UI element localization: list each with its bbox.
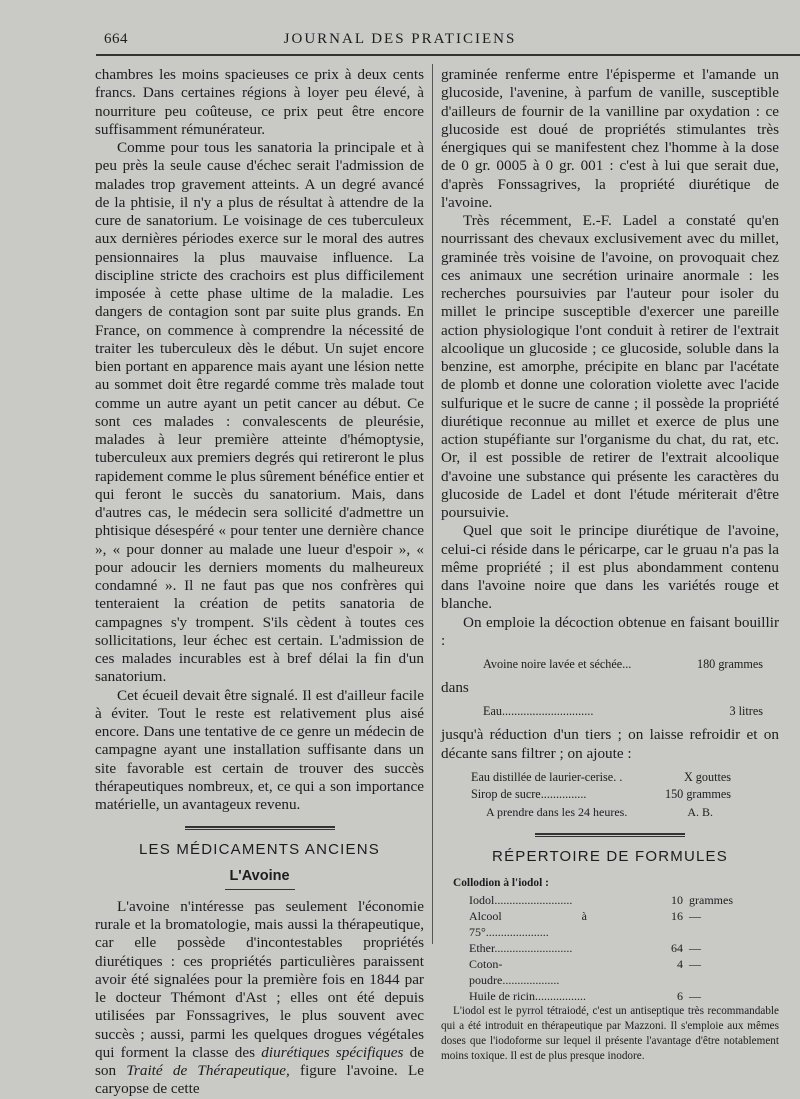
column-divider	[432, 64, 433, 944]
formula-note-text: L'iodol est le pyrrol tétraiodé, c'est un antiseptique très recommandable qui a été introduit en thérapeutique par Mazzoni. Il s'emploie aux mêmes doses que l'iodoforme sur lequel il présente l'avantage d'être notablement moins toxique. Il est de plus presque inodore.	[441, 1005, 779, 1063]
formula-ingredient: Huile de ricin.................	[469, 989, 586, 1004]
ingredient-name: Eau	[483, 704, 502, 719]
journal-title: JOURNAL DES PRATICIENS	[283, 31, 517, 47]
leader-dots: ..............................	[501, 704, 594, 719]
italic-title: Traité de Thérapeutique,	[126, 1062, 290, 1079]
formula-unit: —	[689, 941, 701, 956]
recipe-row	[483, 703, 763, 720]
formula-unit: —	[689, 989, 701, 1004]
formula-ingredient: Ether..........................	[469, 941, 573, 956]
paragraph: Comme pour tous les sanatoria la principale et à peu près la seule cause d'échec serait l'admission de malades trop gravement atteints. A un degré avancé de la phtisie, il n'y a plus de résultat à attendre de la cure de sanatorium. Le voisinage de ces tuberculeux aux dernières périodes exerce sur le moral des autres pensionnaires la plus mauvaise influence. La discipline stricte des crachoirs est plus difficilement imposée à cette phase ultime de la maladie. Les dangers de contagion sont par suite plus grands. En France, on commence à comprendre la nécessité de traiter les tuberculeux dès le début. Un sujet encore bien portant en apparence mais ayant une lésion nette au sommet doit être regardé comme très malade tout comme un autre ayant un petit cancer au début. Ce sont ces malades : convalescents de pleurésie, malades à leur première atteinte d'hémoptysie, tuberculeux aux premiers degrés qui retireront le plus rapidement comme le plus sûrement bénéfice entier et qui feront le succès du sanatorium. Mais, dans d'autres cas, le médecin sera sollicité d'admettre un phtisique désespéré « pour tenter une dernière chance », « pour donner au malade une lueur d'espoir », « pour adoucir les derniers moments du malheureux condamné ». Il ne faut pas que nos confrères qui tenteraient la création de petits sanatoria de campagnes s'y trompent. S'ils cèdent à toutes ces sollicitations, leur échec est certain. L'admission de ces malades incurables est à bref délai la fin d'un sanatorium.	[95, 139, 424, 686]
formula-unit: grammes	[689, 893, 733, 908]
formula-unit: —	[689, 957, 701, 972]
formula-ingredient: Coton-poudre...................	[469, 957, 560, 988]
formula-qty: 10	[671, 893, 683, 908]
formula-note	[441, 1004, 779, 1064]
formula-qty: 16	[671, 909, 683, 924]
section-divider	[185, 826, 335, 830]
leader-dots: ...............	[540, 786, 587, 801]
author-signature: A. B.	[687, 804, 713, 819]
leader-dots: ...	[622, 657, 632, 671]
ingredient-name: Avoine noire lavée et séchée	[483, 657, 623, 671]
ingredient-name: Sirop de sucre	[471, 786, 541, 801]
formula-row	[441, 956, 779, 988]
subsection-title: L'Avoine	[229, 867, 290, 884]
formula-qty: 4	[677, 957, 683, 972]
paragraph-text: L'avoine n'intéresse pas seulement l'économie rurale et la bromatologie, mais aussi la thérapeutique, car elle possède d'incontestables propriétés diurétiques : ces propriétés particulières paraissent avoir été signalées pour la première fois en 1844 par le docteur Thémont d'Ast ; elles ont été depuis utilisées par Fonssagrives, le plus souvent avec succès ; aussi, parmi les quelques drogues végétales qui forment la classe des	[95, 897, 424, 1061]
recipe-row	[471, 786, 731, 803]
section-divider	[535, 833, 685, 837]
formula-title: Collodion à l'iodol :	[453, 877, 549, 889]
ingredient-name: Eau distillée de laurier-cerise	[471, 769, 614, 784]
paragraph: graminée renferme entre l'épisperme et l'amande un glucoside, l'avenine, à parfum de vanille, susceptible d'ailleurs de fournir de la vanilline par oxydation : ce glucoside est doué de propriétés stimulantes très énergiques qui se manifestent chez l'homme à la dose de 0 gr. 0005 à 0 gr. 001 : c'est à lui que serait due, d'après Fonssagrives, la propriété diurétique de l'avoine.	[441, 66, 779, 211]
subsection-rule	[225, 889, 295, 892]
dose-line	[471, 804, 731, 821]
ingredient-qty: 3 litres	[729, 704, 763, 719]
recipe-list	[441, 769, 731, 821]
formula-row	[441, 908, 779, 940]
paragraph	[95, 898, 424, 1099]
paragraph: Cet écueil devait être signalé. Il est d'ailleur facile à éviter. Tout le reste est relativement plus aisé encore. Dans une tentative de ce genre un médecin de campagne ayant une installation suffisante dans un site favorable est certain de trouver des succès thérapeutiques nombreux, et, ce qui a son importance matérielle, un avantageux revenu.	[95, 686, 424, 813]
right-column	[441, 66, 779, 1064]
paragraph: On emploie la décoction obtenue en faisant bouillir :	[441, 613, 779, 649]
ingredient-qty: 150 grammes	[664, 786, 731, 801]
formula-qty: 64	[671, 941, 683, 956]
ingredient-qty: X gouttes	[683, 769, 731, 784]
recipe-row	[471, 769, 731, 786]
paragraph: jusqu'à réduction d'un tiers ; on laisse refroidir et on décante sans filtrer ; on ajoute :	[441, 726, 779, 762]
recipe-list	[441, 703, 763, 720]
formula-ingredient: Alcool à 75°.....................	[469, 909, 587, 940]
connector-word: dans	[441, 679, 469, 696]
section-title: RÉPERTOIRE DE FORMULES	[492, 847, 728, 865]
formula-row	[441, 940, 779, 956]
ingredient-qty: 180 grammes	[696, 657, 763, 671]
header-rule	[96, 54, 800, 56]
dose-text: A prendre dans les 24 heures.	[486, 804, 628, 819]
recipe-list	[441, 656, 763, 673]
italic-phrase: diurétiques spécifiques	[261, 1043, 404, 1061]
paragraph-text: figure l'avoine. Le caryopse de cette	[95, 1062, 424, 1098]
formula-ingredient: Iodol..........................	[469, 893, 573, 908]
formula-qty: 6	[677, 989, 683, 1004]
formula-unit: —	[689, 909, 701, 924]
recipe-row	[483, 656, 763, 673]
paragraph-text: de son	[95, 1043, 424, 1079]
formula-list	[441, 892, 779, 1004]
paragraph: Très récemment, E.-F. Ladel a constaté qu'en nourrissant des chevaux exclusivement avec du millet, graminée très voisine de l'avoine, on provoquait chez ces animaux une secrétion urinaire anormale : les recherches poursuivies par l'auteur pour isoler du millet le principe susceptible d'exercer une pareille action physiologique l'ont conduit à retirer de l'extrait alcoolique un glucoside ; ce glucoside, soluble dans la benzine, est amorphe, précipite en blanc par l'acétate de plomb et donne une coloration violette avec l'acide sulfurique et le sucre de canne ; il possède la propriété diurétique reconnue au millet et exerce de plus une action stupéfiante sur l'organisme du chat, du rat, etc. Or, il est possible de retirer de l'extrait alcoolique d'avoine une substance qui présente les caractères du glucoside de Ladel et dont l'étude mériterait d'être poursuivie.	[441, 212, 779, 521]
paragraph: chambres les moins spacieuses ce prix à deux cents francs. Dans certaines régions à loyer peu élevé, à nourriture peu coûteuse, ce prix peut être encore suffisamment rémunérateur.	[95, 66, 424, 138]
formula-row	[441, 892, 779, 908]
paragraph: Quel que soit le principe diurétique de l'avoine, celui-ci réside dans le péricarpe, car le gruau n'a pas la même propriété ; il est plus abondamment contenu dans l'avoine noire que dans les variétés rouge et blanche.	[441, 522, 779, 613]
section-title: LES MÉDICAMENTS ANCIENS	[139, 841, 380, 859]
formula-row	[441, 988, 779, 1004]
page-number: 664	[104, 31, 128, 47]
leader-dots: . .	[613, 769, 623, 784]
left-column	[95, 66, 424, 1099]
